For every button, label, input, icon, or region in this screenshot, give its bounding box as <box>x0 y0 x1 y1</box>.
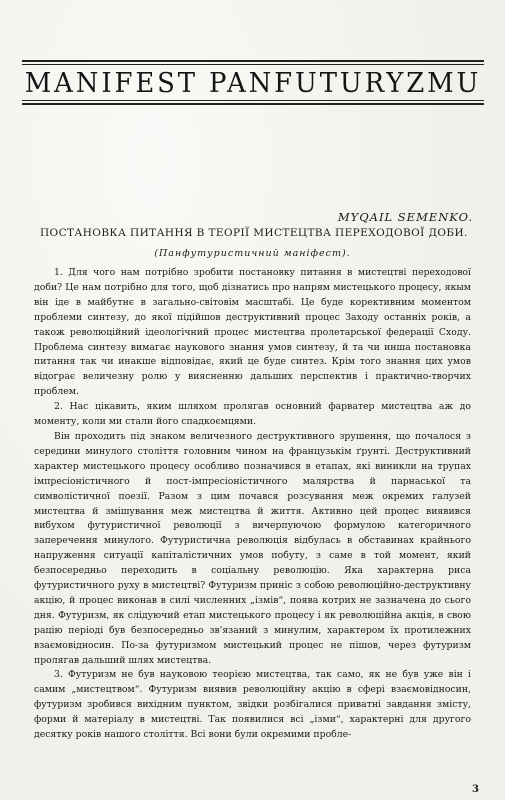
article-body <box>34 266 471 743</box>
paragraph-3: Він проходить під знаком величезного деструктивного зрушення, що почалося з середини минулого століття головним чином на французькім ґрунті. Деструктивний характер мистецького процесу особливо позначився в етапах, які виникли на трупах імпресіоністичного й пост-імпресіоністичного малярства й парнаської та символістичної поезії. Разом з цим почався розсування меж окремих галузей мистецтва й змішування меж мистецтва й життя. Активно цей процес виявився вибухом футуристичної революції з вичерпуючою формулою категоричного заперечення минулого. Футуристична революція відбулась в обставинах крайнього напруження ситуації капіталістичних умов побуту, з саме в той момент, який безпосередньо переходить в соціальну революцію. Яка характерна риса футуристичного руху в мистецтві? Футуризм приніс з собою революційно-деструктивну акцію, й процес виконав в силі численних „ізмів“, поява котрих не зазначена до сього дня. Футуризм, як слідуючий етап мистецького процесу і як революційна акція, в свою рацію періоді був безпосередньо зв'язаний з минулим, характером їх протилежних взаємовідносин. По-за футуризмом мистецький процес не пішов, через футуризм пролягав дальший шлях мистецтва. <box>34 430 471 666</box>
paragraph-4: 3. Футуризм не був науковою теорією мистецтва, так само, як не був уже він і самим „мистецтвом“. Футуризм виявив революційну акцію в сфері взаємовідносин, футуризм зробився вихідним пунктом, звідки розбігалися приватні завдання змісту, форми й матеріалу в мистецтві. Так появилися всі „ізми“, характерні для другого десятку років нашого століття. Всі вони були окремими пробле- <box>34 669 471 741</box>
article-heading: ПОСТАНОВКА ПИТАННЯ В ТЕОРІЇ МИСТЕЦТВА ПЕРЕХОДОВОЇ ДОБИ. <box>40 227 468 239</box>
page-number: 3 <box>472 784 479 795</box>
author-name: MYQAIL SEMENKO. <box>337 210 473 224</box>
paragraph-1: 1. Для чого нам потрібно зробити постановку питання в мистецтві переходової доби? Це нам потрібно для того, щоб дізнатись про напрям мистецького процесу, якым він іде в майбутнє в загально-світовім масштабі. Це буде корективним моментом проблеми синтезу, до якої підійшов деструктивний процес Заходу останніх років, а також революційний ідеологічний процес мистецтва пролетарської федерації Сходу. Проблема синтезу вимагає наукового знання умов синтезу, й та чи инша постановка питання так чи инакше відповідає, який це буде синтез. Крім того знання цих умов відограє величезну ролю у виясненню дальших перспектив і практично-творчих проблем. <box>34 267 471 398</box>
masthead-title: MANIFEST PANFUTURYZMU <box>24 67 482 99</box>
masthead-top-rule <box>22 60 484 62</box>
masthead-bottom-rule-thin <box>22 100 484 101</box>
paragraph-2: 2. Нас цікавить, яким шляхом пролягав основний фарватер мистецтва аж до моменту, коли ми стали його спадкоємцями. <box>34 401 471 428</box>
article-subheading: (Панфутуристичний маніфест). <box>154 248 351 259</box>
masthead-bottom-rule <box>22 103 484 105</box>
